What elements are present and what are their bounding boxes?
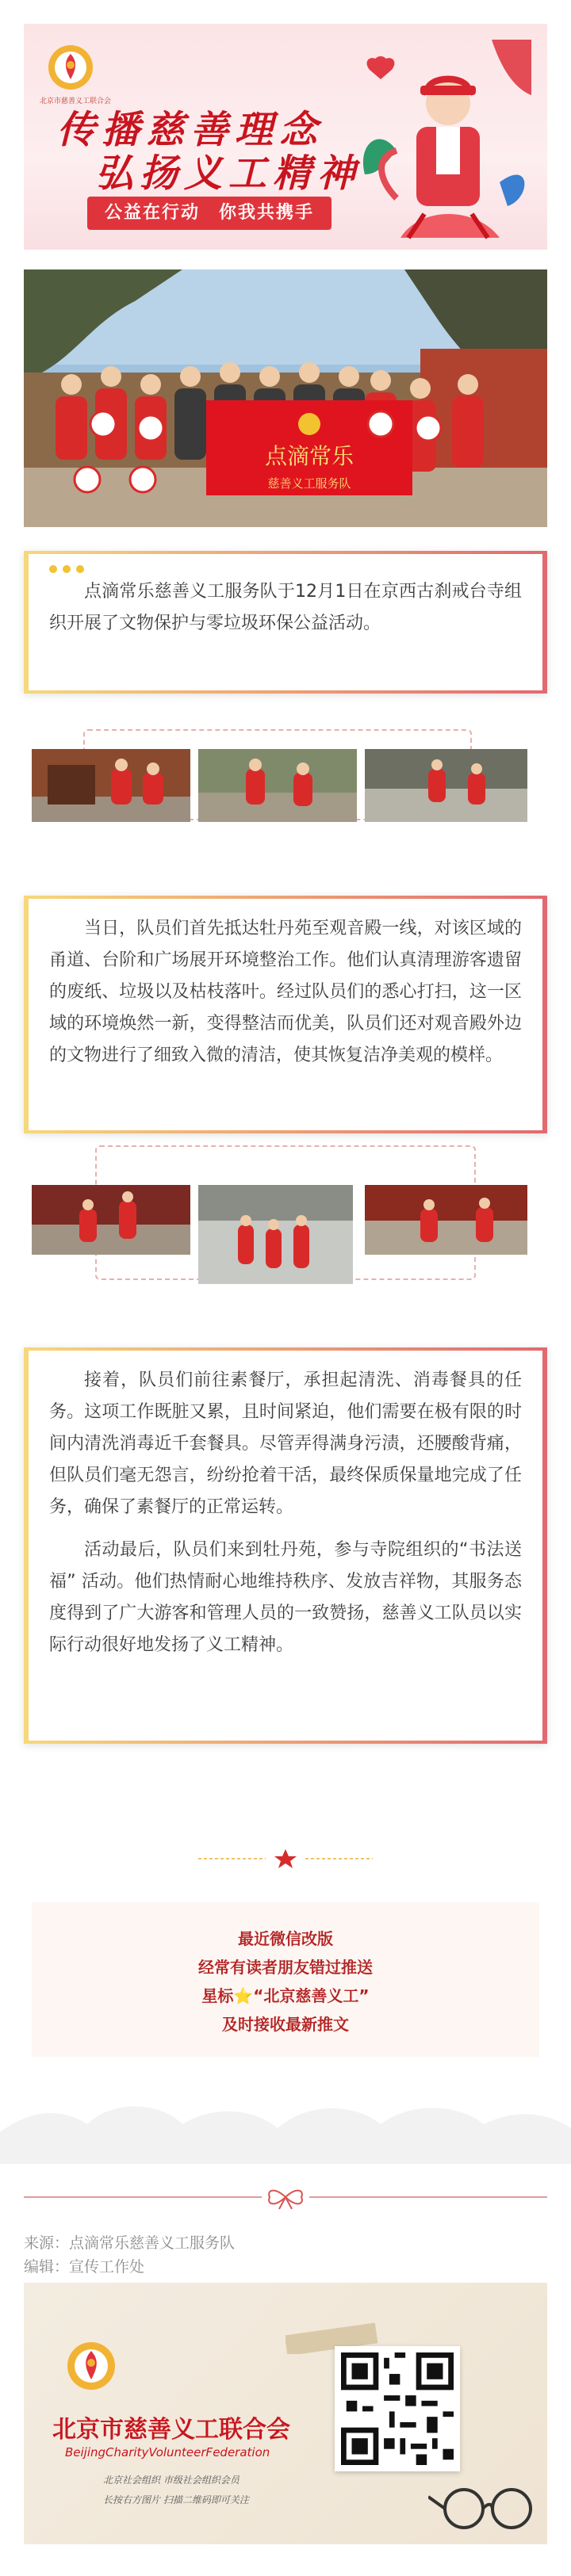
- volunteer-illustration-icon: [349, 40, 531, 246]
- banner-slogan: 公益在行动 你我共携手: [87, 197, 331, 230]
- text-card-intro: [24, 551, 547, 694]
- qr-code-icon: [341, 2352, 454, 2465]
- source-line: 来源：点滴常乐慈善义工服务队: [24, 2234, 236, 2252]
- kitchen-paragraph: 接着，队员们前往素餐厅，承担起清洗、消毒餐具的任务。这项工作既脏又累，且时间紧迫，他们需要在极有限的时间内清洗消毒近千套餐具。尽管弄得满身污渍，还腰酸背痛，但队员们毫无怨言，纷纷抢着干活，最终保质保量地完成了任务，确保了素餐厅的正常运转。: [49, 1370, 522, 1517]
- card-bottom-bar: [29, 1130, 542, 1133]
- card-bottom-bar: [29, 690, 542, 694]
- notice-line2: 经常有读者朋友错过推送: [198, 1958, 373, 1977]
- banner-title-line1: 传播慈善理念: [57, 108, 324, 152]
- federation-name-en: BeijingCharityVolunteerFederation: [65, 2445, 270, 2459]
- card-bottom-bar: [29, 1741, 542, 1744]
- federation-emblem-icon: [63, 2338, 119, 2402]
- footer-small-line2: 长按右方图片 扫描二维码即可关注: [103, 2494, 249, 2505]
- bow-icon: [24, 2184, 547, 2211]
- text-card-cleanup: [24, 896, 547, 1133]
- federation-name: 北京市慈善义工联合会: [52, 2416, 290, 2444]
- intro-paragraph: 点滴常乐慈善义工服务队于12月1日在京西古刹戒台寺组织开展了文物保护与零垃圾环保公益活动。: [49, 582, 522, 633]
- photo-cleaning-6: [365, 1185, 527, 1255]
- star-divider: [0, 1847, 571, 1871]
- banner-title-line2: 弘扬义工精神: [95, 151, 362, 196]
- federation-logo-icon: [46, 43, 95, 92]
- footer-small-line1: 北京社会组织 市级社会组织会员: [103, 2475, 240, 2486]
- federation-footer-card: [24, 2283, 547, 2544]
- follow-notice: [32, 1902, 539, 2057]
- photo-cleaning-2: [198, 749, 357, 822]
- header-banner: [24, 24, 547, 250]
- notice-line4: 及时接收最新推文: [222, 2015, 349, 2034]
- photo-cleaning-1: [32, 749, 190, 822]
- notice-line1: 最近微信改版: [238, 1929, 333, 1948]
- group-photo: [24, 269, 547, 527]
- qr-code[interactable]: [335, 2346, 460, 2471]
- star-divider-icon: [190, 1847, 381, 1871]
- glasses-icon: [428, 2473, 539, 2536]
- card-top-bar: [29, 896, 542, 899]
- photo-cleaning-4: [32, 1185, 190, 1255]
- cloud-decoration-icon: [0, 2085, 571, 2164]
- photo-cleaning-3: [365, 749, 527, 822]
- notice-line3: 星标⭐“北京慈善义工”: [201, 1986, 370, 2005]
- decorative-dots-icon: [49, 565, 522, 573]
- card-top-bar: [29, 551, 542, 554]
- bow-divider: [0, 2184, 571, 2211]
- calligraphy-paragraph: 活动最后，队员们来到牡丹苑，参与寺院组织的“书法送福” 活动。他们热情耐心地维持秩序、发放吉祥物，其服务态度得到了广大游客和管理人员的一致赞扬，慈善义工队员以实际行动很好地发扬了义工精神。: [49, 1540, 522, 1655]
- card-top-bar: [29, 1347, 542, 1351]
- text-card-kitchen: [24, 1347, 547, 1744]
- group-banner-text2: 慈善义工服务队: [267, 476, 351, 491]
- group-banner-text1: 点滴常乐: [264, 443, 354, 469]
- editor-line: 编辑：宣传工作处: [24, 2258, 145, 2276]
- cleanup-paragraph: 当日，队员们首先抵达牡丹苑至观音殿一线，对该区域的甬道、台阶和广场展开环境整治工作。他们认真清理游客遗留的废纸、垃圾以及枯枝落叶。经过队员们的悉心打扫，这一区域的环境焕然一新，变得整洁而优美，队员们还对观音殿外边的文物进行了细致入微的清洁，使其恢复洁净美观的模样。: [49, 919, 522, 1065]
- photo-cleaning-5: [198, 1185, 353, 1284]
- logo-caption: 北京市慈善义工联合会: [40, 97, 112, 105]
